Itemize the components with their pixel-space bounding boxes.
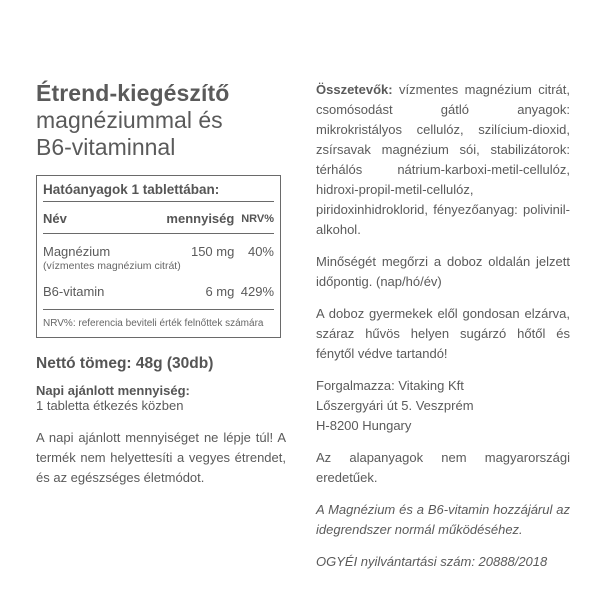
safety-note: A doboz gyermekek elől gondosan elzárva, száraz hűvös helyen sugárzó hőtől és fénytől védve tartandó! — [316, 306, 570, 361]
nrv-footnote: NRV%: referencia beviteli érték felnőttek számára — [43, 318, 264, 329]
row-name: B6-vitamin — [43, 284, 105, 299]
row-subtext: (vízmentes magnézium citrát) — [43, 260, 181, 272]
column-name: Név — [43, 211, 67, 226]
row-name: Magnézium — [43, 244, 111, 259]
product-subtitle-line-1: magnéziummal és — [36, 107, 223, 133]
distributor-line-1: Forgalmazza: Vitaking Kft — [316, 378, 464, 393]
right-column — [316, 80, 570, 572]
distributor-line-3: H-8200 Hungary — [316, 418, 412, 433]
nutrition-table — [36, 175, 281, 338]
table-column-headers — [43, 202, 274, 234]
registration-number: OGYÉI nyilvántartási szám: 20888/2018 — [316, 554, 548, 569]
ingredients-text: vízmentes magnézium citrát, csomósodást gátló anyagok: mikrokristályos cellulóz, szilícium-dioxid, zsírsavak magnézium sói, stabilizátorok: térhálós nátrium-karboxi-metil-cellulóz, hidroxi-propil-metil-cellulóz, piridoxinhidroklorid, fényezőanyag: polivinil-alkohol. — [316, 82, 570, 237]
ingredients-label: Összetevők: — [316, 82, 393, 97]
left-column — [36, 80, 286, 488]
recommended-label: Napi ajánlott mennyiség: — [36, 383, 190, 398]
table-row — [43, 272, 274, 310]
row-nrv: 429% — [240, 284, 274, 299]
column-nrv: NRV% — [241, 213, 274, 225]
storage-note: Minőségét megőrzi a doboz oldalán jelzett időpontig. (nap/hó/év) — [316, 254, 570, 289]
column-amount: mennyiség — [166, 211, 235, 226]
net-weight: Nettó tömeg: 48g (30db) — [36, 355, 214, 372]
recommended-value: 1 tabletta étkezés közben — [36, 398, 184, 413]
origin-note: Az alapanyagok nem magyarországi eredetűek. — [316, 450, 570, 485]
row-nrv: 40% — [247, 244, 274, 259]
table-row — [43, 234, 274, 260]
row-amount: 6 mg — [205, 284, 235, 299]
product-title: Étrend-kiegészítő — [36, 80, 230, 106]
table-header: Hatóanyagok 1 tablettában: — [43, 176, 274, 202]
health-claim: A Magnézium és a B6-vitamin hozzájárul az idegrendszer normál működéséhez. — [316, 502, 570, 537]
dosage-warning: A napi ajánlott mennyiséget ne lépje túl! A termék nem helyettesíti a vegyes étrendet, és az egészséges életmódot. — [36, 430, 286, 485]
distributor-line-2: Lőszergyári út 5. Veszprém — [316, 398, 474, 413]
row-amount: 150 mg — [190, 244, 235, 259]
product-subtitle-line-2: B6-vitaminnal — [36, 134, 176, 160]
ingredients-paragraph — [316, 80, 570, 240]
